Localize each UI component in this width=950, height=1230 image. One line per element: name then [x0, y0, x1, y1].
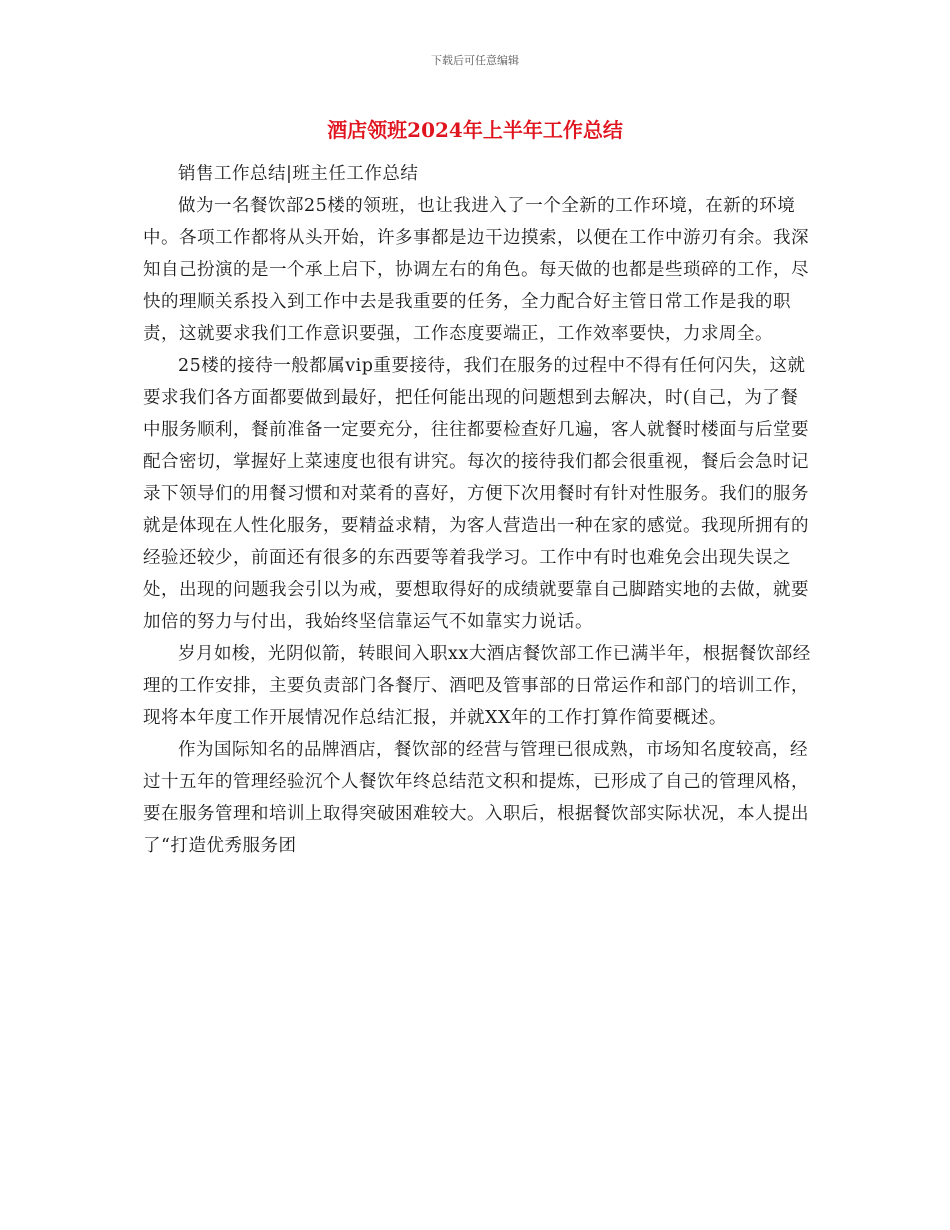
paragraph-2: 25楼的接待一般都属vip重要接待，我们在服务的过程中不得有任何闪失，这就要求我们各方面都要做到最好，把任何能出现的问题想到去解决，时(自己，为了餐中服务顺利，餐前准备一定要充分，往往都要检查好几遍，客人就餐时楼面与后堂要配合密切，掌握好上菜速度也很有讲究。每次的接待我们都会很重视，餐后会急时记录下领导们的用餐习惯和对菜肴的喜好，方便下次用餐时有针对性服务。我们的服务就是体现在人性化服务，要精益求精，为客人营造出一种在家的感觉。我现所拥有的经验还较少，前面还有很多的东西要等着我学习。工作中有时也难免会出现失误之处，出现的问题我会引以为戒，要想取得好的成绩就要靠自己脚踏实地的去做，就要加倍的努力与付出，我始终坚信靠运气不如靠实力说话。 [143, 356, 809, 632]
document-subtitle: 销售工作总结|班主任工作总结 [178, 164, 419, 184]
document-title: 酒店领班2024年上半年工作总结 [327, 118, 623, 142]
paragraph-1: 做为一名餐饮部25楼的领班，也让我进入了一个全新的工作环境，在新的环境中。各项工作都将从头开始，许多事都是边干边摸索，以便在工作中游刃有余。我深知自己扮演的是一个承上启下，协调左右的角色。每天做的也都是些琐碎的工作，尽快的理顺关系投入到工作中去是我重要的任务，全力配合好主管日常工作是我的职责，这就要求我们工作意识要强，工作态度要端正，工作效率要快，力求周全。 [143, 196, 809, 344]
document-body [143, 158, 813, 862]
paragraph-4: 作为国际知名的品牌酒店，餐饮部的经营与管理已很成熟，市场知名度较高，经过十五年的管理经验沉个人餐饮年终总结范文积和提炼，已形成了自己的管理风格，要在服务管理和培训上取得突破困难较大。入职后，根据餐饮部实际状况，本人提出了“打造优秀服务团 [143, 740, 809, 856]
header-note: 下载后可任意编辑 [431, 54, 519, 67]
paragraph-3: 岁月如梭，光阴似箭，转眼间入职xx大酒店餐饮部工作已满半年，根据餐饮部经理的工作安排，主要负责部门各餐厅、酒吧及管事部的日常运作和部门的培训工作，现将本年度工作开展情况作总结汇报，并就XX年的工作打算作简要概述。 [143, 644, 811, 728]
